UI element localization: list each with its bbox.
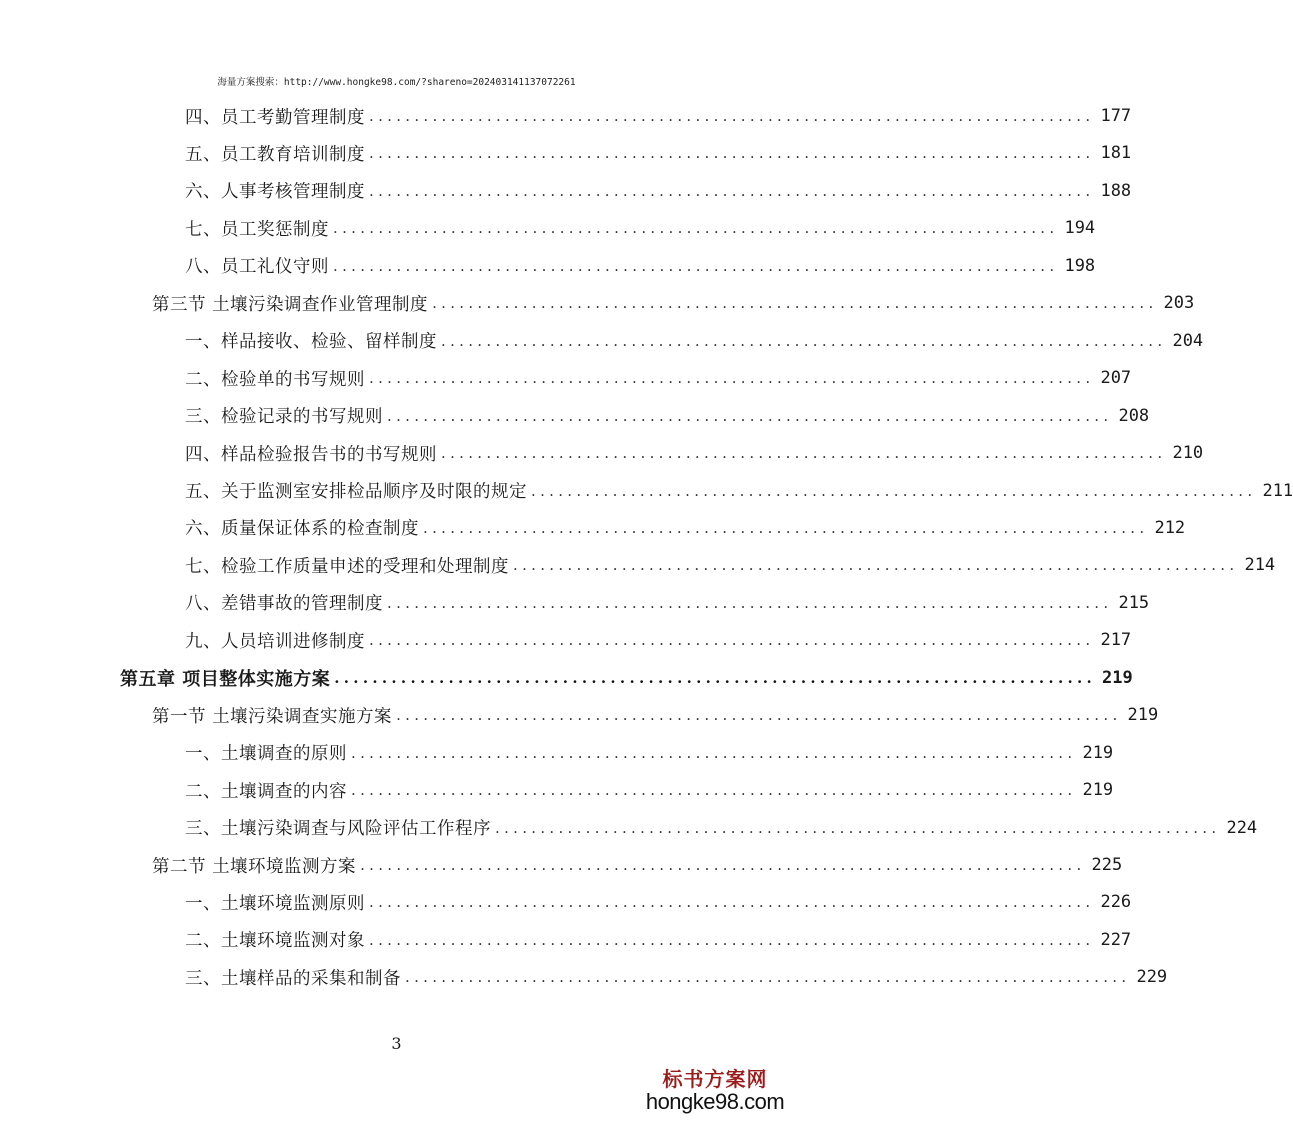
logo-text-cn: 标书方案网: [662, 1067, 768, 1091]
site-logo: [640, 1068, 790, 1114]
toc-leader-dots: ................................................................................: [333, 219, 1059, 238]
toc-leader-dots: ................................................................................: [387, 406, 1113, 425]
toc-entry-page: 211: [1262, 480, 1293, 501]
toc-entry-title: 八、员工礼仪守则: [185, 257, 329, 278]
toc-entry-page: 225: [1091, 855, 1123, 875]
toc-entry-title: 九、人员培训进修制度: [185, 631, 365, 652]
toc-entry-title: 一、土壤环境监测原则: [185, 893, 365, 914]
toc-entry[interactable]: [185, 887, 1132, 917]
toc-entry-title: 第一节 土壤污染调查实施方案: [152, 706, 393, 727]
page-header-url: 海量方案搜索：http://www.hongke98.com/?shareno=202403141137072261: [217, 77, 576, 88]
toc-entry-page: 177: [1100, 106, 1132, 126]
toc-entry-page: 181: [1100, 143, 1132, 164]
toc-entry-title: 五、员工教育培训制度: [185, 144, 365, 165]
toc-entry-title: 八、差错事故的管理制度: [185, 594, 383, 615]
toc-entry-title: 六、人事考核管理制度: [185, 182, 365, 203]
toc-entry[interactable]: [185, 438, 1204, 468]
toc-leader-dots: ................................................................................: [432, 294, 1158, 313]
toc-leader-dots: ................................................................................: [441, 444, 1167, 463]
toc-leader-dots: ................................................................................: [369, 181, 1095, 200]
toc-entry-page: 208: [1118, 405, 1150, 426]
toc-entry[interactable]: [185, 813, 1258, 843]
toc-leader-dots: ................................................................................: [369, 369, 1095, 388]
toc-entry-page: 203: [1163, 293, 1195, 314]
toc-entry-page: 194: [1064, 218, 1096, 239]
toc-entry[interactable]: [120, 663, 1133, 693]
page-number: 3: [391, 1034, 402, 1053]
toc-entry[interactable]: [152, 700, 1159, 730]
toc-entry-title: 三、检验记录的书写规则: [185, 407, 383, 428]
toc-entry[interactable]: [185, 251, 1096, 281]
toc-entry-title: 第五章 项目整体实施方案: [120, 668, 331, 690]
toc-entry-page: 229: [1136, 967, 1168, 988]
toc-leader-dots: ................................................................................: [369, 893, 1095, 912]
toc-entry[interactable]: [152, 850, 1123, 880]
toc-entry[interactable]: [185, 513, 1186, 543]
toc-entry-title: 七、员工奖惩制度: [185, 219, 329, 240]
toc-leader-dots: ................................................................................: [333, 256, 1059, 275]
toc-entry-title: 第三节 土壤污染调查作业管理制度: [152, 294, 429, 315]
toc-entry-page: 219: [1082, 742, 1114, 763]
toc-entry-page: 215: [1118, 592, 1150, 613]
toc-entry[interactable]: [152, 288, 1195, 318]
toc-entry[interactable]: [185, 363, 1132, 393]
toc-entry[interactable]: [185, 625, 1132, 655]
toc-entry[interactable]: [185, 138, 1132, 168]
toc-entry-title: 四、员工考勤管理制度: [185, 107, 365, 128]
toc-entry-page: 210: [1172, 443, 1204, 464]
toc-entry[interactable]: [185, 176, 1132, 206]
toc-entry-title: 二、土壤环境监测对象: [185, 931, 365, 952]
toc-entry[interactable]: [185, 588, 1150, 618]
toc-entry-title: 五、关于监测室安排检品顺序及时限的规定: [185, 482, 527, 502]
toc-entry[interactable]: [185, 476, 1293, 506]
toc-entry-page: 207: [1100, 368, 1132, 389]
toc-entry[interactable]: [185, 962, 1168, 992]
toc-entry-page: 188: [1100, 180, 1132, 201]
toc-entry-page: 214: [1244, 555, 1276, 576]
toc-entry-page: 217: [1100, 630, 1132, 651]
toc-leader-dots: ................................................................................: [495, 818, 1221, 837]
toc-entry-title: 二、检验单的书写规则: [185, 369, 365, 390]
toc-entry-page: 204: [1172, 330, 1204, 351]
toc-leader-dots: ................................................................................: [423, 518, 1149, 537]
toc-entry-title: 一、土壤调查的原则: [185, 744, 347, 765]
toc-entry[interactable]: [185, 925, 1132, 955]
toc-entry-title: 四、样品检验报告书的书写规则: [185, 444, 437, 465]
toc-leader-dots: ................................................................................: [369, 930, 1095, 949]
toc-leader-dots: ................................................................................: [369, 144, 1095, 163]
toc-entry-title: 三、土壤污染调查与风险评估工作程序: [185, 819, 491, 840]
toc-entry-page: 226: [1100, 892, 1132, 913]
toc-entry-title: 一、样品接收、检验、留样制度: [185, 332, 437, 353]
toc-entry-page: 219: [1082, 780, 1114, 801]
toc-entry[interactable]: [185, 213, 1096, 243]
toc-entry[interactable]: [185, 326, 1204, 356]
toc-leader-dots: ................................................................................: [513, 556, 1239, 575]
toc-leader-dots: ................................................................................: [369, 107, 1095, 125]
toc-leader-dots: ................................................................................: [405, 968, 1131, 987]
toc-entry[interactable]: [185, 550, 1276, 580]
toc-entry-page: 224: [1226, 817, 1258, 838]
toc-leader-dots: ................................................................................: [396, 706, 1122, 725]
toc-leader-dots: ................................................................................: [334, 668, 1097, 687]
toc-entry[interactable]: [185, 101, 1132, 131]
toc-entry-title: 三、土壤样品的采集和制备: [185, 968, 401, 989]
toc-entry-title: 第二节 土壤环境监测方案: [152, 856, 357, 877]
toc-entry-title: 六、质量保证体系的检查制度: [185, 519, 419, 540]
toc-entry-title: 七、检验工作质量申述的受理和处理制度: [185, 556, 509, 577]
toc-entry-page: 198: [1064, 255, 1096, 276]
toc-leader-dots: ................................................................................: [369, 631, 1095, 650]
toc-leader-dots: ................................................................................: [351, 743, 1077, 762]
logo-text-en: hongke98.com: [645, 1089, 785, 1114]
toc-entry[interactable]: [185, 738, 1114, 768]
toc-leader-dots: ................................................................................: [351, 781, 1077, 800]
toc-entry[interactable]: [185, 401, 1150, 431]
toc-entry-title: 二、土壤调查的内容: [185, 781, 347, 802]
toc-leader-dots: ................................................................................: [360, 856, 1086, 874]
toc-leader-dots: ................................................................................: [387, 593, 1113, 612]
toc-entry-page: 219: [1102, 667, 1133, 688]
toc-entry-page: 212: [1154, 517, 1186, 538]
toc-entry[interactable]: [185, 775, 1114, 805]
toc-leader-dots: ................................................................................: [531, 481, 1257, 500]
toc-entry-page: 227: [1100, 929, 1132, 950]
toc-leader-dots: ................................................................................: [441, 331, 1167, 350]
toc-entry-page: 219: [1127, 705, 1159, 726]
